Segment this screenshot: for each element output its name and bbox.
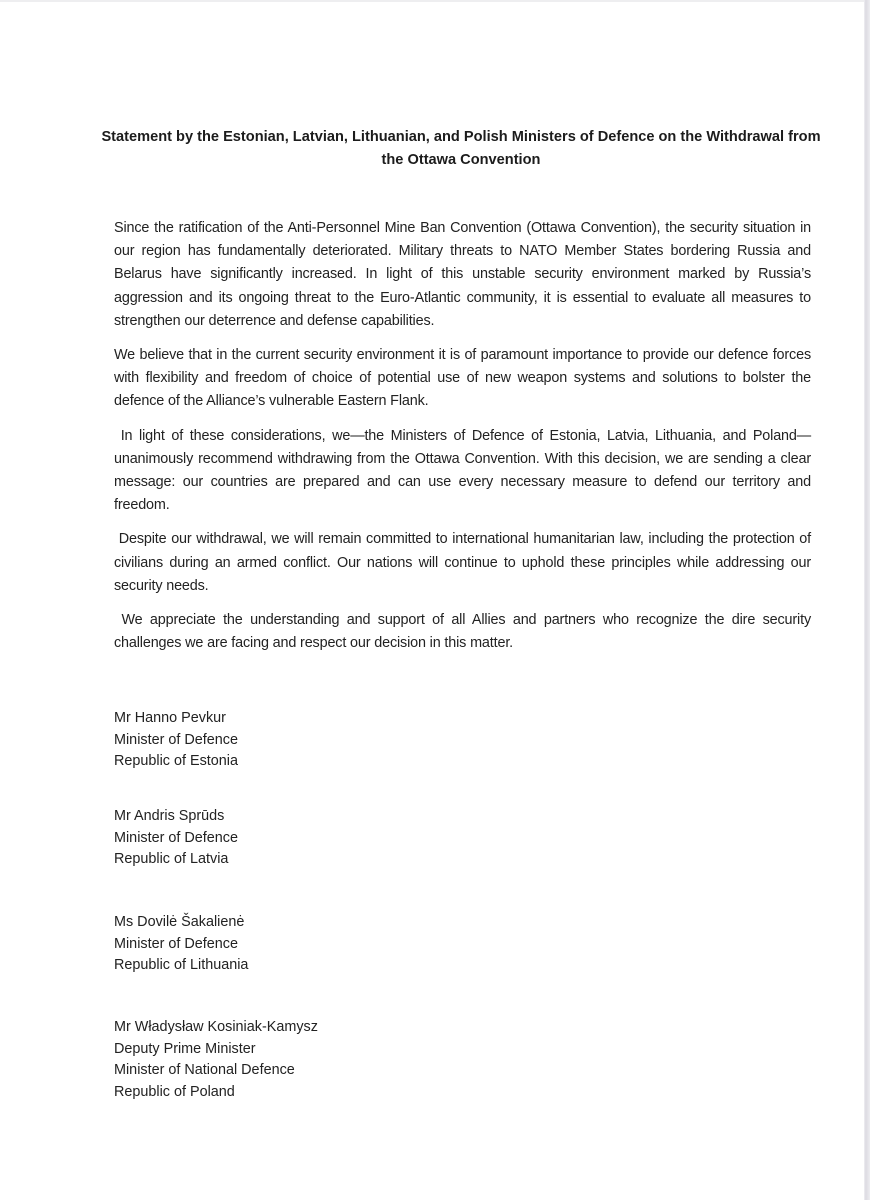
- signatory-lithuania: [114, 912, 248, 977]
- signatory-poland: [114, 1017, 318, 1103]
- document-title: Statement by the Estonian, Latvian, Lithuanian, and Polish Ministers of Defence on the Withdrawal from the Ottawa Convention: [101, 129, 821, 168]
- signatory-latvia: [114, 806, 238, 871]
- signatory-estonia: [114, 708, 238, 773]
- signatory-role-2: Minister of National Defence: [114, 1062, 295, 1078]
- signatory-country: Republic of Latvia: [114, 851, 229, 867]
- signatory-name: Ms Dovilė Šakalienė: [114, 914, 245, 930]
- signatory-role: Minister of Defence: [114, 935, 238, 952]
- signatory-role: Deputy Prime Minister: [114, 1040, 256, 1057]
- paragraph-2: We believe that in the current security environment it is of paramount importance to provide our defence forces with flexibility and freedom of choice of potential use of new weapon systems and solutions to bolster the defence of the Alliance’s vulnerable Eastern Flank.: [114, 347, 811, 410]
- paragraph-5: We appreciate the understanding and support of all Allies and partners who recognize the dire security challenges we are facing and respect our decision in this matter.: [114, 612, 815, 652]
- document-body: [114, 217, 815, 666]
- paragraph-4: Despite our withdrawal, we will remain committed to international humanitarian law, including the protection of civilians during an armed conflict. Our nations will continue to uphold these principles while addressing our security needs.: [114, 531, 815, 594]
- signatory-name: Mr Władysław Kosiniak-Kamysz: [114, 1019, 318, 1035]
- signatory-role: Minister of Defence: [114, 829, 238, 846]
- signatory-name: Mr Hanno Pevkur: [114, 710, 226, 726]
- paragraph-3: In light of these considerations, we—the Ministers of Defence of Estonia, Latvia, Lithuania, and Poland—unanimously recommend withdrawing from the Ottawa Convention. With this decision, we are sending a clear message: our countries are prepared and can use every necessary measure to defend our territory and freedom.: [114, 427, 815, 514]
- signatory-role: Minister of Defence: [114, 731, 238, 748]
- page-edge-divider: [864, 0, 870, 1200]
- signatory-country: Republic of Poland: [114, 1083, 235, 1100]
- signatory-name: Mr Andris Sprūds: [114, 808, 225, 824]
- signatory-country: Republic of Lithuania: [114, 957, 249, 973]
- signatory-country: Republic of Estonia: [114, 753, 238, 769]
- paragraph-1: Since the ratification of the Anti-Personnel Mine Ban Convention (Ottawa Convention), the security situation in our region has fundamentally deteriorated. Military threats to NATO Member States bordering Russia and Belarus have significantly increased. In light of this unstable security environment marked by Russia’s aggression and its ongoing threat to the Euro-Atlantic community, it is essential to evaluate all measures to strengthen our deterrence and defense capabilities.: [114, 220, 811, 329]
